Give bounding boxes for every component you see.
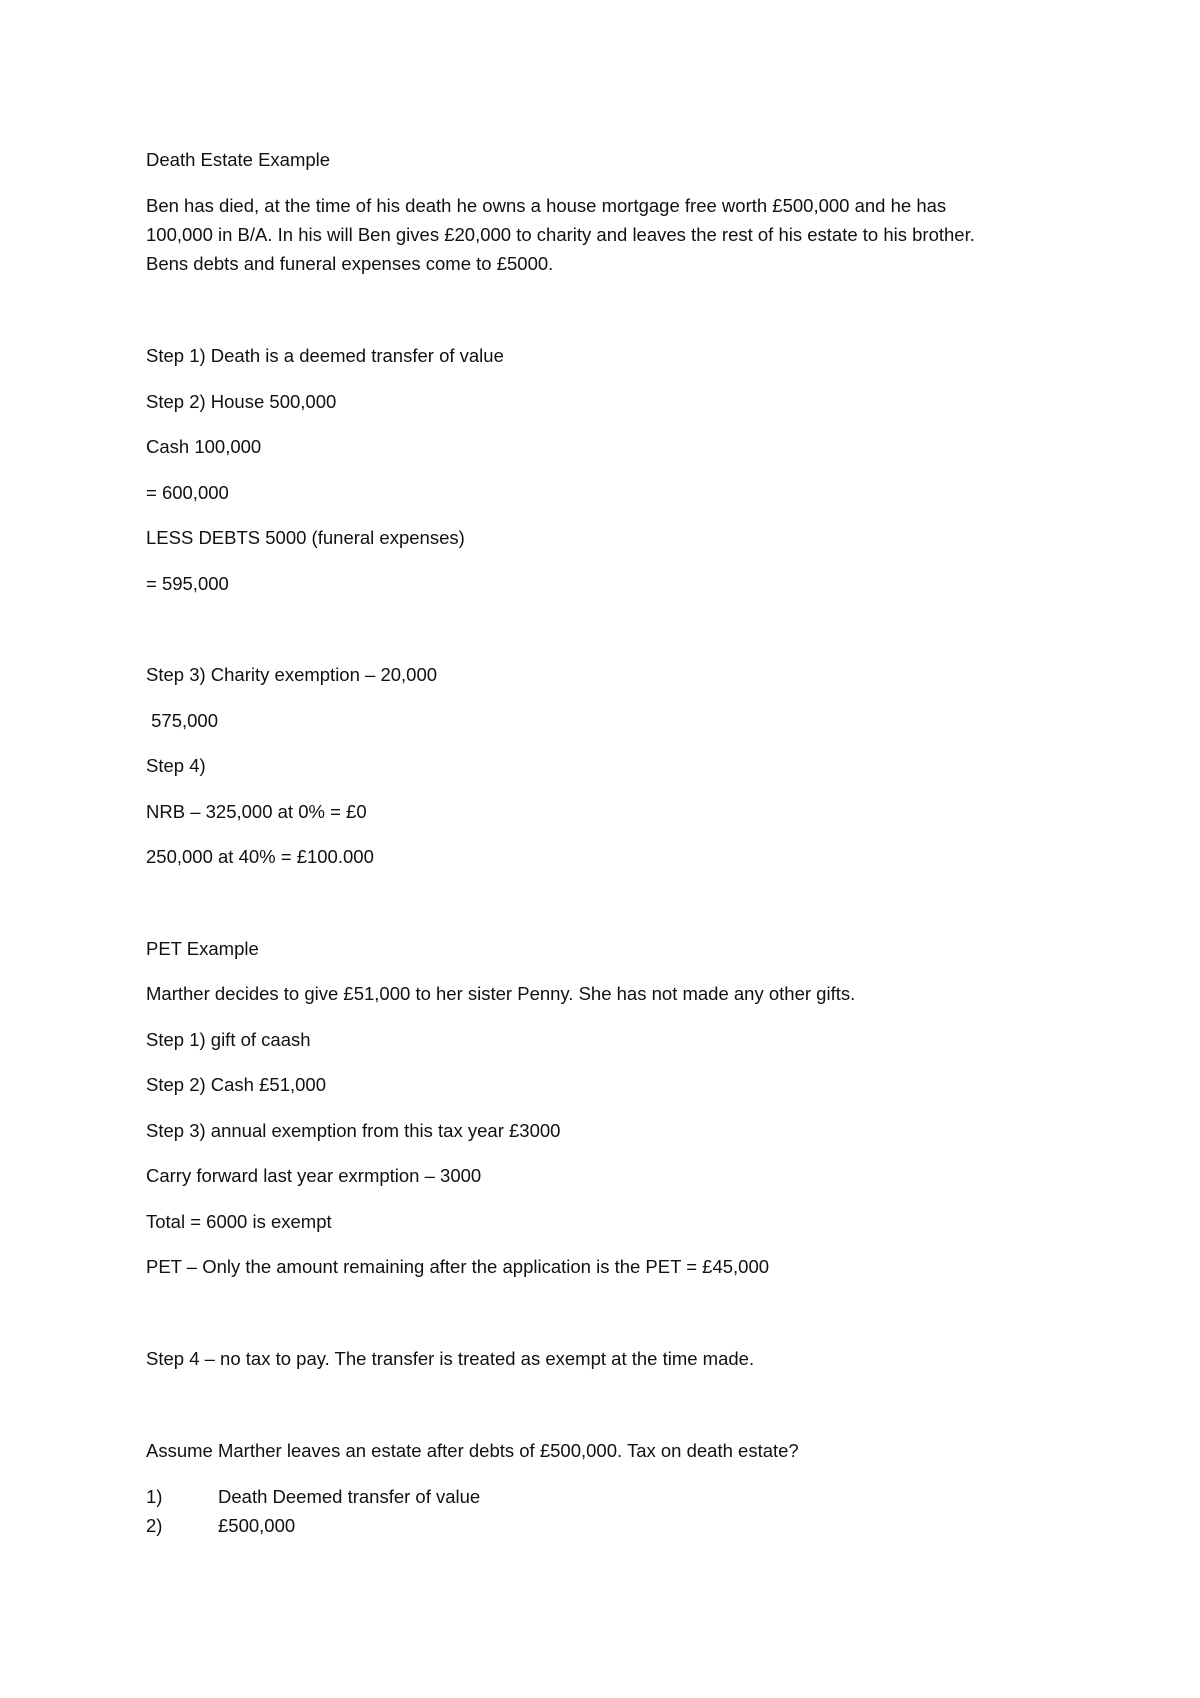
death-estate-cash: Cash 100,000 <box>146 436 262 457</box>
list-item-text: £500,000 <box>218 1515 296 1536</box>
death-estate-nrb: NRB – 325,000 at 0% = £0 <box>146 801 367 822</box>
death-estate-step-1: Step 1) Death is a deemed transfer of value <box>146 345 504 366</box>
pet-step-2: Step 2) Cash £51,000 <box>146 1074 326 1095</box>
death-estate-intro-line-3: Bens debts and funeral expenses come to £5000. <box>146 253 554 274</box>
death-estate-step-3: Step 3) Charity exemption – 20,000 <box>146 664 438 685</box>
death-estate-taxed: 250,000 at 40% = £100.000 <box>146 846 374 867</box>
list-item <box>146 1512 295 1540</box>
pet-intro: Marther decides to give £51,000 to her sister Penny. She has not made any other gifts. <box>146 983 856 1004</box>
list-item-number: 2) <box>146 1515 163 1536</box>
death-estate-less-debts: LESS DEBTS 5000 (funeral expenses) <box>146 527 465 548</box>
death-estate-intro-line-2: 100,000 in B/A. In his will Ben gives £20,000 to charity and leaves the rest of his estate to his brother. <box>146 224 975 245</box>
death-estate-heading: Death Estate Example <box>146 149 331 170</box>
death-estate-step-2: Step 2) House 500,000 <box>146 391 337 412</box>
death-estate-subtotal: = 600,000 <box>146 482 229 503</box>
pet-total: Total = 6000 is exempt <box>146 1211 332 1232</box>
pet-heading: PET Example <box>146 938 259 959</box>
pet-step-4: Step 4 – no tax to pay. The transfer is treated as exempt at the time made. <box>146 1348 755 1369</box>
death-estate-intro-line-1: Ben has died, at the time of his death he owns a house mortgage free worth £500,000 and he has <box>146 195 947 216</box>
list-item-text: Death Deemed transfer of value <box>218 1486 481 1507</box>
pet-step-1: Step 1) gift of caash <box>146 1029 311 1050</box>
list-item-number: 1) <box>146 1486 163 1507</box>
pet-carry-forward: Carry forward last year exrmption – 3000 <box>146 1165 482 1186</box>
pet-amount-line: PET – Only the amount remaining after the application is the PET = £45,000 <box>146 1256 770 1277</box>
pet-step-3: Step 3) annual exemption from this tax year £3000 <box>146 1120 561 1141</box>
death-estate-net: = 595,000 <box>146 573 229 594</box>
list-item <box>146 1483 480 1511</box>
death-estate-step-4: Step 4) <box>146 755 206 776</box>
assumption-question: Assume Marther leaves an estate after debts of £500,000. Tax on death estate? <box>146 1440 799 1461</box>
death-estate-after-charity: 575,000 <box>146 710 219 731</box>
